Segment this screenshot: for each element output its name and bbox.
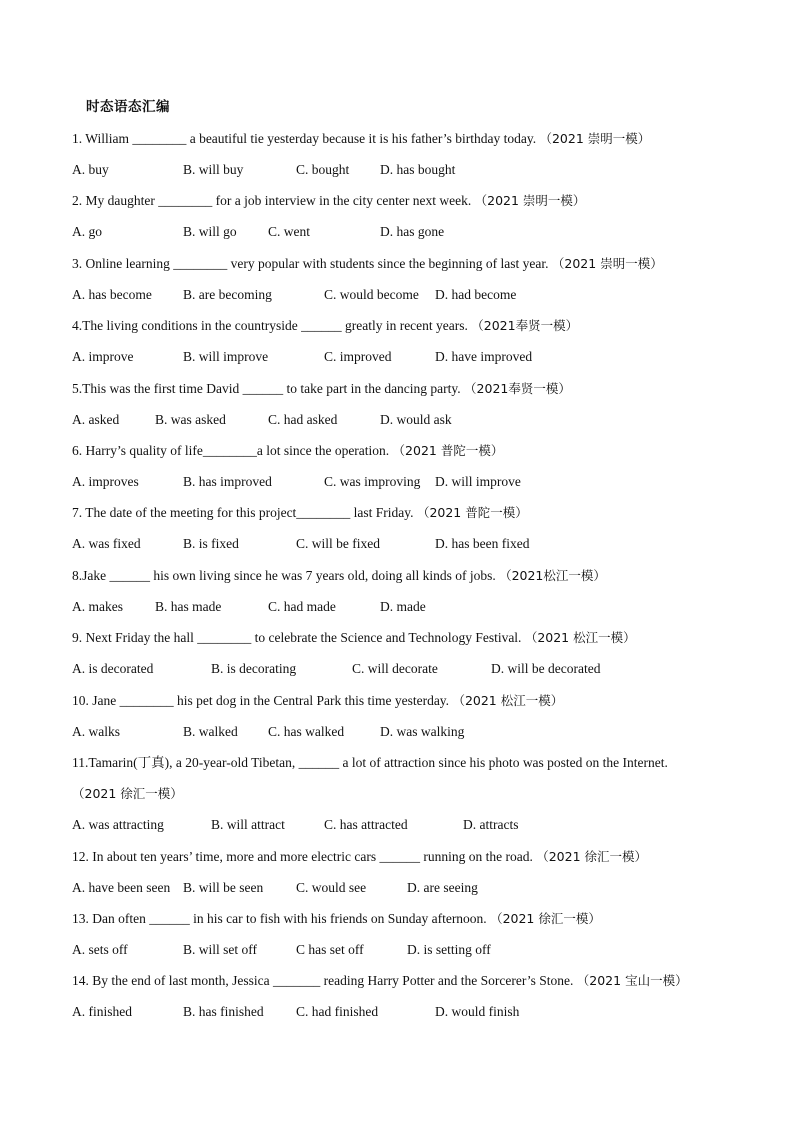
option-b: B. is decorating bbox=[211, 661, 297, 676]
question-11: 11.Tamarin(丁真), a 20-year-old Tibetan, ______ a lot of attraction since his photo was posted on the Internet. bbox=[72, 755, 668, 770]
option-c: C. had finished bbox=[296, 1004, 379, 1019]
option-a: A. was attracting bbox=[72, 817, 164, 832]
option-a: A. go bbox=[72, 224, 102, 239]
option-a: A. sets off bbox=[72, 942, 128, 957]
option-d: D. would finish bbox=[435, 1004, 520, 1019]
option-d: D. would ask bbox=[380, 412, 452, 427]
option-c: C. will be fixed bbox=[296, 536, 380, 551]
option-d: D. are seeing bbox=[407, 880, 478, 895]
option-d: D. has gone bbox=[380, 224, 445, 239]
option-c: C. bought bbox=[296, 162, 350, 177]
option-c: C. had asked bbox=[268, 412, 338, 427]
option-d: D. has bought bbox=[380, 162, 456, 177]
option-a: A. has become bbox=[72, 287, 152, 302]
page-title: 时态语态汇编 bbox=[86, 99, 170, 115]
option-c: C. had made bbox=[268, 599, 336, 614]
option-d: D. will improve bbox=[435, 474, 521, 489]
option-d: D. has been fixed bbox=[435, 536, 530, 551]
option-d: D. have improved bbox=[435, 349, 533, 364]
option-c: C. has walked bbox=[268, 724, 345, 739]
option-b: B. will buy bbox=[183, 162, 244, 177]
option-a: A. improve bbox=[72, 349, 134, 364]
option-c: C. will decorate bbox=[352, 661, 438, 676]
option-b: B. will be seen bbox=[183, 880, 264, 895]
option-a: A. asked bbox=[72, 412, 120, 427]
question-6: 6. Harry’s quality of life________a lot since the operation. （2021 普陀一模） bbox=[72, 443, 504, 458]
question-12: 12. In about ten years’ time, more and more electric cars ______ running on the road. （2021 徐汇一模） bbox=[72, 849, 648, 864]
option-a: A. is decorated bbox=[72, 661, 154, 676]
option-c: C has set off bbox=[296, 942, 364, 957]
option-a: A. improves bbox=[72, 474, 139, 489]
option-c: C. went bbox=[268, 224, 310, 239]
option-c: C. would become bbox=[324, 287, 419, 302]
option-a: A. was fixed bbox=[72, 536, 141, 551]
option-b: B. was asked bbox=[155, 412, 226, 427]
question-8: 8.Jake ______ his own living since he was 7 years old, doing all kinds of jobs. （2021松江一模） bbox=[72, 568, 606, 583]
option-b: B. has made bbox=[155, 599, 222, 614]
question-4: 4.The living conditions in the countryside ______ greatly in recent years. （2021奉贤一模） bbox=[72, 318, 579, 333]
option-d: D. was walking bbox=[380, 724, 465, 739]
option-b: B. will improve bbox=[183, 349, 269, 364]
option-b: B. walked bbox=[183, 724, 238, 739]
option-b: B. is fixed bbox=[183, 536, 239, 551]
option-c: C. was improving bbox=[324, 474, 421, 489]
option-a: A. walks bbox=[72, 724, 120, 739]
option-b: B. will go bbox=[183, 224, 237, 239]
option-d: D. had become bbox=[435, 287, 517, 302]
question-1: 1. William ________ a beautiful tie yesterday because it is his father’s birthday today. （2021 崇明一模） bbox=[72, 131, 651, 146]
question-9: 9. Next Friday the hall ________ to celebrate the Science and Technology Festival. （2021 松江一模） bbox=[72, 630, 636, 645]
question-10: 10. Jane ________ his pet dog in the Central Park this time yesterday. （2021 松江一模） bbox=[72, 693, 564, 708]
question-5: 5.This was the first time David ______ to take part in the dancing party. （2021奉贤一模） bbox=[72, 381, 571, 396]
question-11-source: （2021 徐汇一模） bbox=[72, 786, 183, 801]
question-2: 2. My daughter ________ for a job interview in the city center next week. （2021 崇明一模） bbox=[72, 193, 586, 208]
question-7: 7. The date of the meeting for this project________ last Friday. （2021 普陀一模） bbox=[72, 505, 528, 520]
option-b: B. are becoming bbox=[183, 287, 272, 302]
option-d: D. will be decorated bbox=[491, 661, 601, 676]
option-a: A. have been seen bbox=[72, 880, 171, 895]
question-3: 3. Online learning ________ very popular with students since the beginning of last year. （2021 崇明一模） bbox=[72, 256, 663, 271]
option-d: D. is setting off bbox=[407, 942, 491, 957]
option-d: D. attracts bbox=[463, 817, 519, 832]
option-b: B. has improved bbox=[183, 474, 272, 489]
question-14: 14. By the end of last month, Jessica _______ reading Harry Potter and the Sorcerer’s Stone. （2021 宝山一模） bbox=[72, 973, 688, 988]
option-c: C. has attracted bbox=[324, 817, 408, 832]
option-b: B. will set off bbox=[183, 942, 257, 957]
option-c: C. improved bbox=[324, 349, 392, 364]
option-b: B. will attract bbox=[211, 817, 285, 832]
option-b: B. has finished bbox=[183, 1004, 264, 1019]
option-a: A. makes bbox=[72, 599, 123, 614]
option-a: A. finished bbox=[72, 1004, 132, 1019]
option-c: C. would see bbox=[296, 880, 367, 895]
option-a: A. buy bbox=[72, 162, 109, 177]
option-d: D. made bbox=[380, 599, 426, 614]
question-13: 13. Dan often ______ in his car to fish with his friends on Sunday afternoon. （2021 徐汇一模） bbox=[72, 911, 601, 926]
